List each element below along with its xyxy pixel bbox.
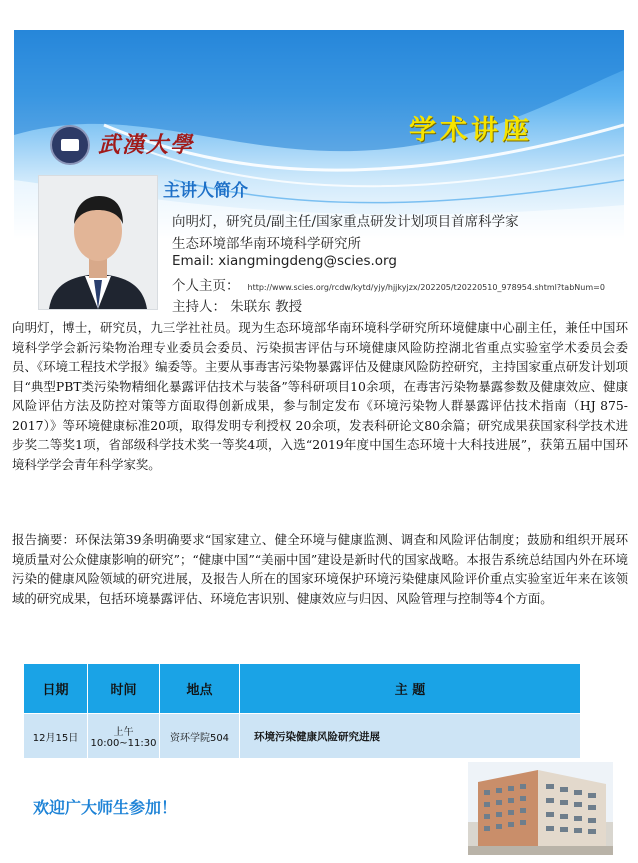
table-row	[24, 714, 581, 759]
speaker-bio: 向明灯，博士，研究员，九三学社社员。现为生态环境部华南环境科学研究所环境健康中心副主任，兼任中国环境科学学会新污染物治理专业委员会委员、污染损害评估与环境健康风险防控湖北省重点实验室学术委员会委员、《环境工程技术学报》编委等。主要从事毒害污染物暴露评估及健康风险防控研究，主持国家重点研发计划项目“典型PBT类污染物精细化暴露评估技术与装备”等科研项目10余项，在毒害污染物暴露参数及健康效应、健康风险评估方法及防控对策等方面取得创新成果，参与制定发布《环境污染物人群暴露评估技术指南（HJ 875- 2017）》等环境健康标准20项，取得发明专利授权 20余项，发表科研论文80余篇；研究成果获国家科学技术进步奖二等奖1项，省部级科学技术奖一等奖4项，入选“2019年度中国生态环境十大科技进展”，获第五届中国环境科学学会青年科学家奖。	[12, 320, 628, 472]
header-topic: 主 题	[240, 664, 581, 714]
speaker-homepage	[172, 274, 605, 294]
university-logo-text: 武漢大學	[98, 132, 195, 158]
header-place: 地点	[160, 664, 240, 714]
building-image	[468, 762, 613, 855]
schedule-table	[23, 663, 581, 759]
homepage-link[interactable]: http://www.scies.org/rcdw/kytd/yjy/hjjkyjzx/202205/t20220510_978954.shtml?tabNum=0	[247, 283, 605, 292]
cell-place: 资环学院504	[160, 714, 240, 759]
cell-time	[88, 714, 160, 759]
host-line: 主持人： 朱联东 教授	[172, 299, 303, 315]
speaker-title: 向明灯，研究员/副主任/国家重点研发计划项目首席科学家	[172, 214, 519, 230]
university-seal-logo	[50, 125, 90, 165]
banner-title: 学术讲座	[409, 115, 533, 146]
cell-date: 12月15日	[24, 714, 88, 759]
homepage-label: 个人主页：	[172, 278, 240, 294]
header-time: 时间	[88, 664, 160, 714]
speaker-photo	[38, 175, 158, 310]
speaker-heading: 主讲人简介	[163, 181, 248, 201]
speaker-affiliation: 生态环境部华南环境科学研究所	[172, 236, 361, 252]
cell-time-bottom: 10:00~11:30	[90, 738, 157, 749]
speaker-email[interactable]: Email: xiangmingdeng@scies.org	[172, 253, 397, 269]
cell-topic: 环境污染健康风险研究进展	[240, 714, 581, 759]
schedule-header-row	[24, 664, 581, 714]
cell-time-top: 上午	[113, 727, 134, 738]
welcome-text: 欢迎广大师生参加！	[33, 798, 178, 817]
header-date: 日期	[24, 664, 88, 714]
talk-abstract: 报告摘要：环保法第39条明确要求“国家建立、健全环境与健康监测、调查和风险评估制度；鼓励和组织开展环境质量对公众健康影响的研究”；“健康中国”“美丽中国”建设是新时代的国家战略。本报告系统总结国内外在环境污染的健康风险领域的研究进展，及报告人所在的国家环境保护环境污染健康风险评价重点实验室近年来在该领域的研究成果，包括环境暴露评估、环境危害识别、健康效应与归因、风险管理与控制等4个方面。	[12, 532, 628, 606]
